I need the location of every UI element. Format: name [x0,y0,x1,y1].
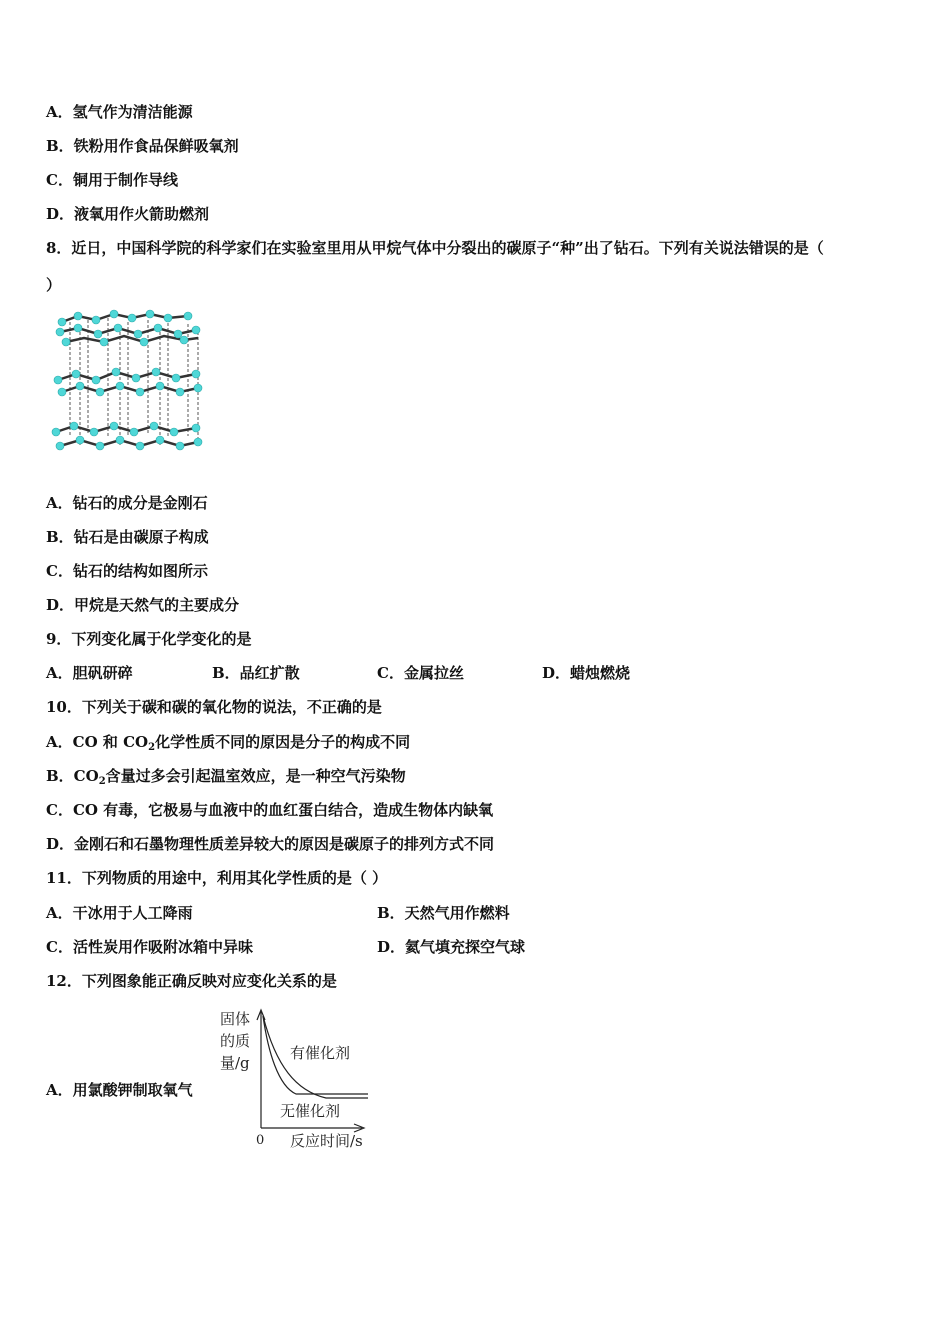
q8-option-b: B．钻石是由碳原子构成 [46,528,209,546]
q10-option-b [46,766,406,792]
q10-option-b-part1: B．CO [46,767,99,785]
q11-option-a: A．干冰用于人工降雨 [46,904,193,922]
q8-option-c: C．钻石的结构如图所示 [46,562,208,580]
q10-option-b-part2: 含量过多会引起温室效应，是一种空气污染物 [105,767,406,785]
graph-ylabel-line1: 固体 [220,1010,251,1028]
graphite-structure-figure [48,308,208,458]
q10-option-c: C．CO 有毒，它极易与血液中的血红蛋白结合，造成生物体内缺氧 [46,801,494,819]
q7-option-b: B．铁粉用作食品保鲜吸氧剂 [46,137,239,155]
graph-ylabel-line3: 量/g [220,1054,250,1072]
q7-option-d: D．液氧用作火箭助燃剂 [46,205,210,223]
q8-stem-end: ） [46,276,62,294]
q9-option-c: C．金属拉丝 [377,664,464,682]
q12-stem: 12．下列图象能正确反映对应变化关系的是 [46,972,337,990]
q11-option-b: B．天然气用作燃料 [377,904,510,922]
q10-option-d: D．金刚石和石墨物理性质差异较大的原因是碳原子的排列方式不同 [46,835,495,853]
q10-stem: 10．下列关于碳和碳的氧化物的说法，不正确的是 [46,698,382,716]
graph-label-without-catalyst: 无催化剂 [280,1102,341,1120]
q9-option-d: D．蜡烛燃烧 [542,664,631,682]
q9-option-a: A．胆矾研碎 [46,664,133,682]
q8-option-d: D．甲烷是天然气的主要成分 [46,596,240,614]
q11-option-c: C．活性炭用作吸附冰箱中异味 [46,938,253,956]
graph-ylabel-line2: 的质 [220,1032,251,1050]
q8-stem: 8．近日，中国科学院的科学家们在实验室里用从甲烷气体中分裂出的碳原子“种”出了钻石。下列有关说法错误的是（ [46,239,824,257]
q12-graph [216,1006,376,1151]
q9-option-b: B．品红扩散 [212,664,300,682]
q9-stem: 9．下列变化属于化学变化的是 [46,630,252,648]
q11-option-d: D．氦气填充探空气球 [377,938,526,956]
q10-option-a-subscript: 2 [148,742,156,753]
q11-stem: 11．下列物质的用途中，利用其化学性质的是（ ） [46,869,388,887]
q10-option-a [46,732,410,758]
q12-option-a: A．用氯酸钾制取氧气 [46,1081,193,1099]
graph-xlabel: 反应时间/s [290,1132,363,1150]
graph-origin: 0 [256,1133,265,1148]
q7-option-c: C．铜用于制作导线 [46,171,178,189]
q10-option-a-part2: 化学性质不同的原因是分子的构成不同 [155,733,411,751]
q10-option-b-subscript: 2 [98,776,106,787]
q8-option-a: A．钻石的成分是金刚石 [46,494,208,512]
graph-label-with-catalyst: 有催化剂 [290,1044,351,1062]
q10-option-a-part1: A．CO 和 CO [46,733,149,751]
q7-option-a: A．氢气作为清洁能源 [46,103,193,121]
